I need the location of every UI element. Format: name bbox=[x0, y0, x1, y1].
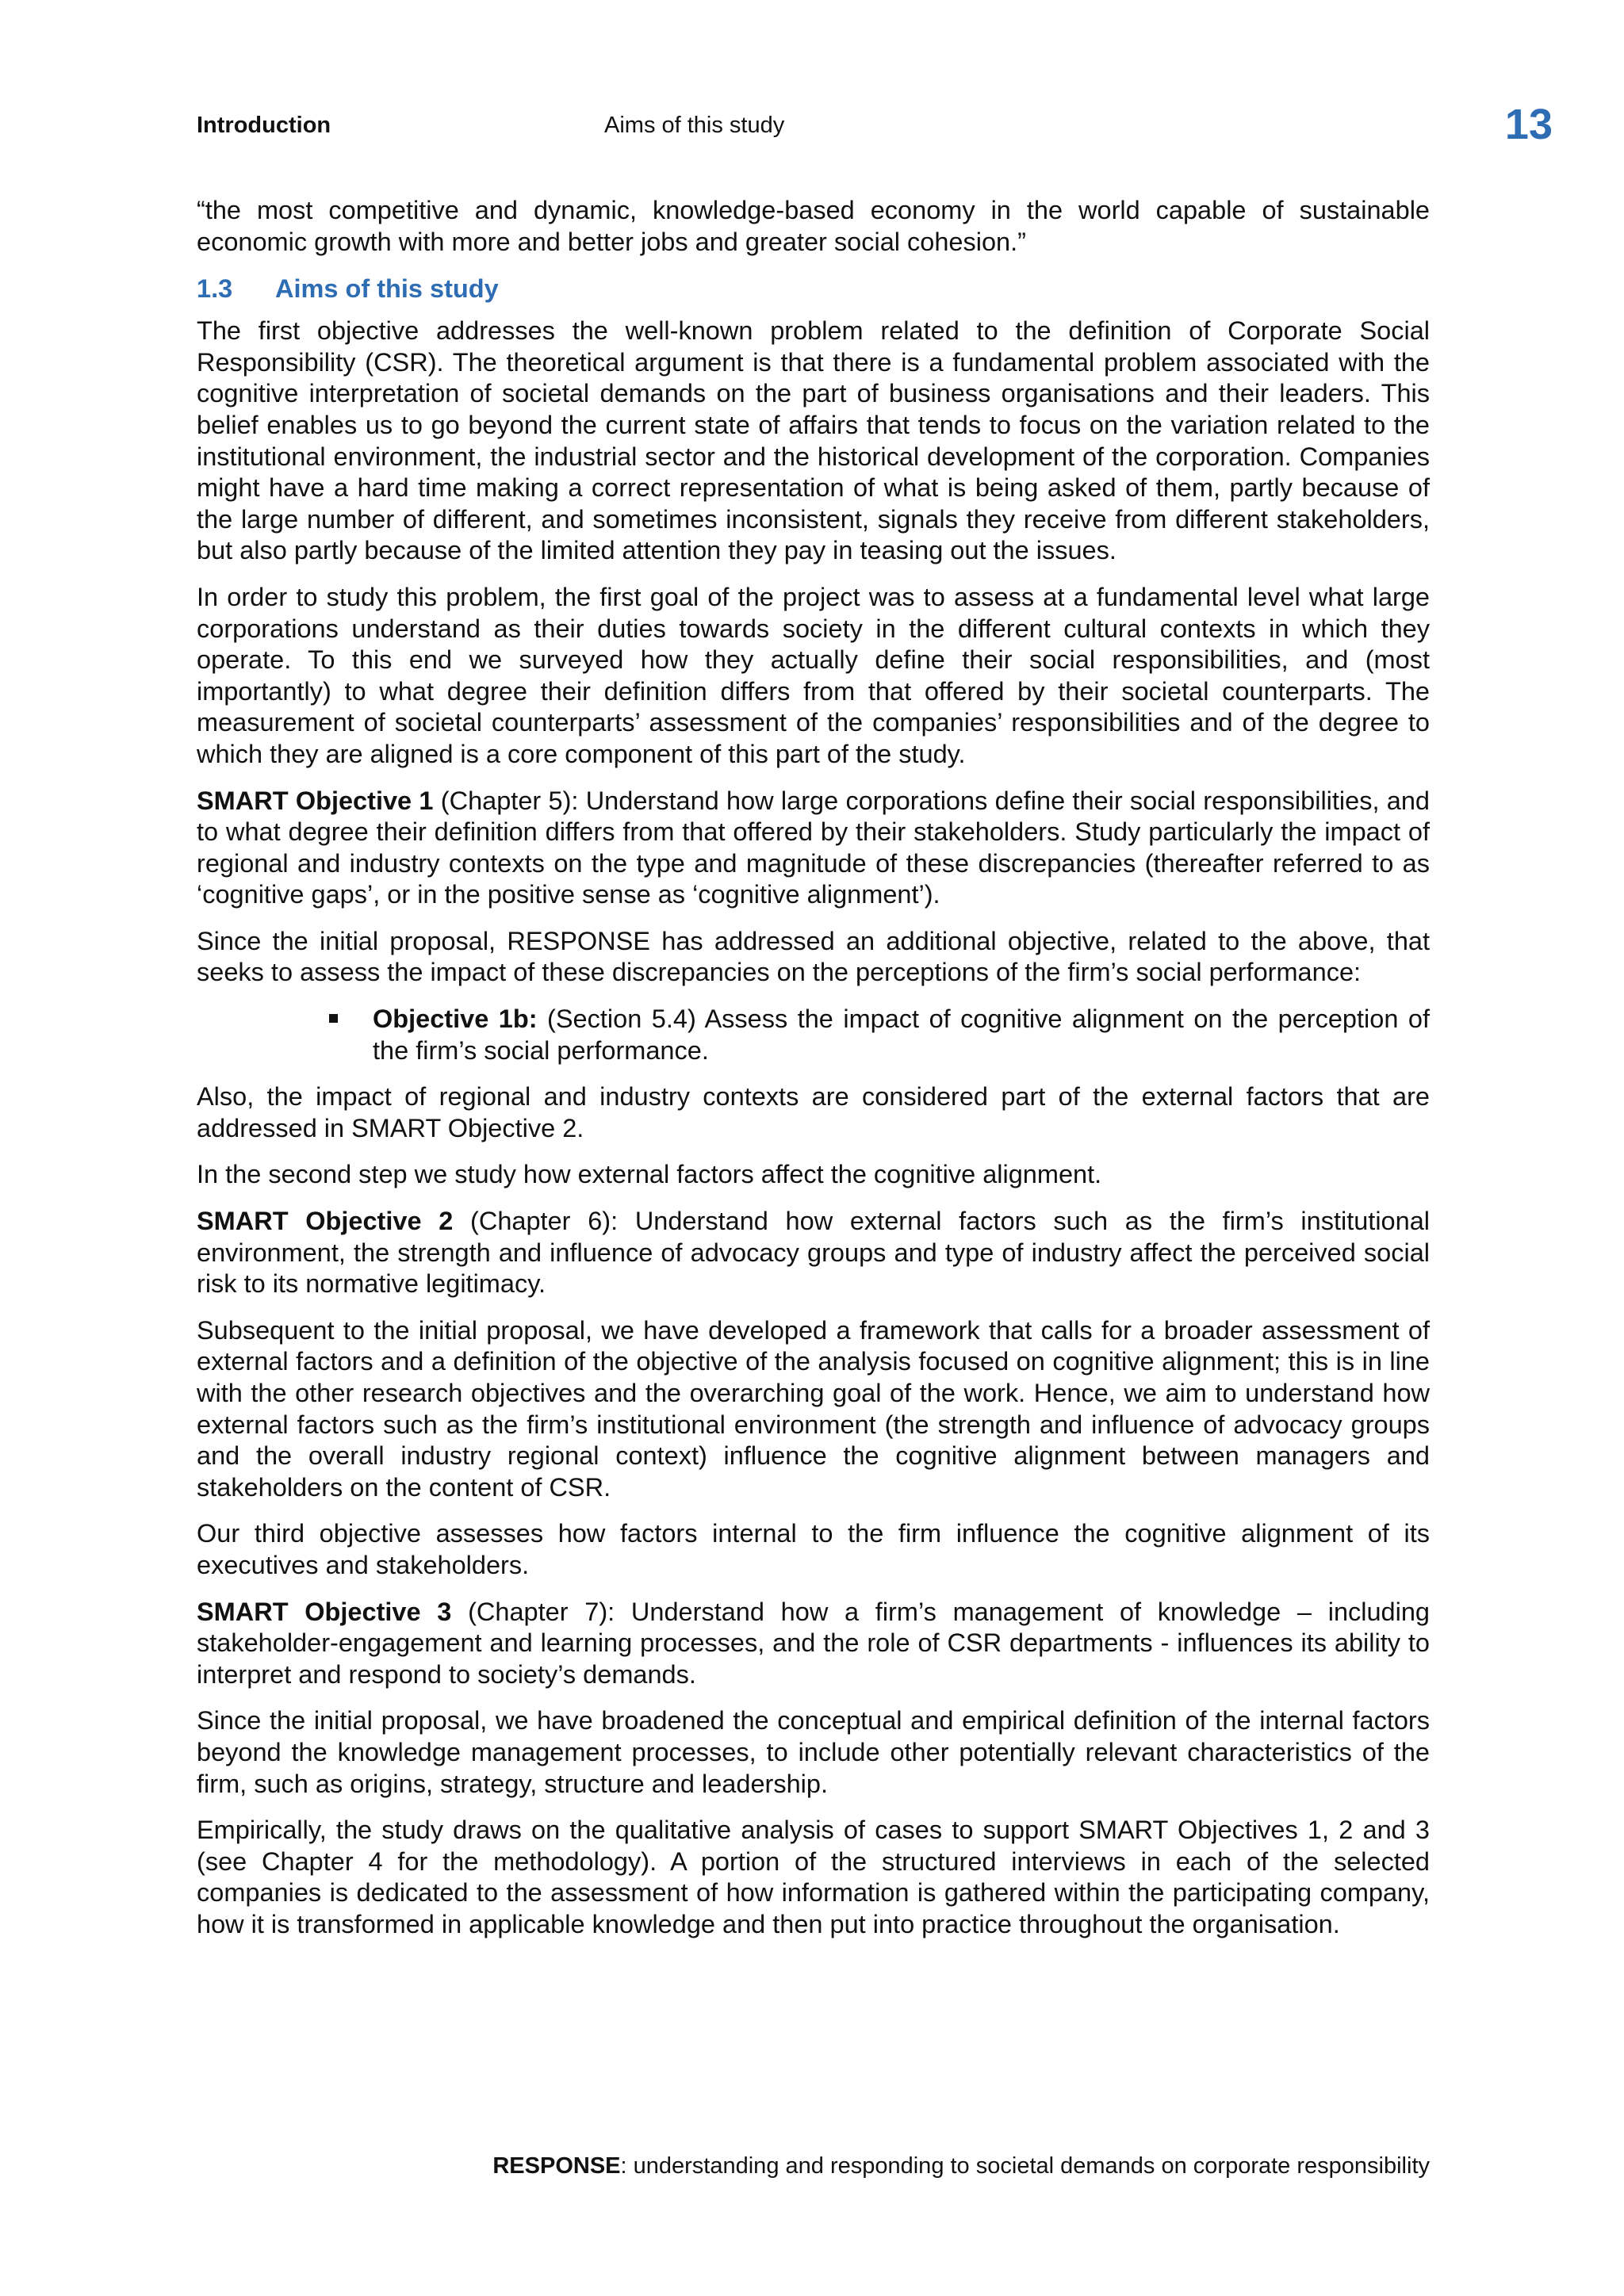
paragraph-internal-factors: Since the initial proposal, we have broadened the conceptual and empirical definition of the internal factors beyond the knowledge management processes, to include other potentially relevant characteristics of the firm, such as origins, strategy, structure and leadership. bbox=[197, 1706, 1430, 1798]
paragraph-regional-contexts: Also, the impact of regional and industry contexts are considered part of the external factors that are addressed in SMART Objective 2. bbox=[197, 1082, 1430, 1142]
paragraph-framework: Subsequent to the initial proposal, we have developed a framework that calls for a broader assessment of external factors and a definition of the objective of the analysis focused on cognitive alignment; this is in line with the other research objectives and the overarching goal of the work. Hence, we aim to understand how external factors such as the firm’s institutional environment (the strength and influence of advocacy groups and the overall industry regional context) influence the cognitive alignment between managers and stakeholders on the content of CSR. bbox=[197, 1315, 1430, 1502]
section-heading bbox=[197, 273, 1430, 304]
page-body bbox=[197, 195, 1430, 1956]
footer-project-name: RESPONSE bbox=[492, 2153, 621, 2179]
paragraph-first-objective: The first objective addresses the well-known problem related to the definition of Corporate Social Responsibility (CSR). The theoretical argument is that there is a fundamental problem associated with the cognitive interpretation of societal demands on the part of business organisations and their leaders. This belief enables us to go beyond the current state of affairs that tends to focus on the variation related to the institutional environment, the industrial sector and the historical development of the corporation. Companies might have a hard time making a correct representation of what is being asked of them, partly because of the large number of different, and sometimes inconsistent, signals they receive from different stakeholders, but also partly because of the limited attention they pay in teasing out the issues. bbox=[197, 316, 1430, 565]
section-number: 1.3 bbox=[197, 274, 233, 304]
paragraph-third-objective: Our third objective assesses how factors internal to the firm influence the cognitive alignment of its executives and stakeholders. bbox=[197, 1519, 1430, 1579]
smart-objective-2-label: SMART Objective 2 bbox=[197, 1207, 454, 1236]
smart-objective-1-label: SMART Objective 1 bbox=[197, 786, 434, 815]
quote-paragraph: “the most competitive and dynamic, knowledge-based economy in the world capable of sustainable economic growth with more and better jobs and greater social cohesion.” bbox=[197, 196, 1430, 256]
smart-objective-2-text: (Chapter 6): Understand how external factors such as the firm’s institutional environment, the strength and influence of advocacy groups and type of industry affect the perceived social risk to its normative legitimacy. bbox=[197, 1207, 1430, 1299]
paragraph-empirically: Empirically, the study draws on the qualitative analysis of cases to support SMART Objectives 1, 2 and 3 (see Chapter 4 for the methodology). A portion of the structured interviews in each of the selected companies is dedicated to the assessment of how information is gathered within the participating company, how it is transformed in applicable knowledge and then put into practice throughout the organisation. bbox=[197, 1816, 1430, 1938]
smart-objective-3 bbox=[197, 1597, 1430, 1691]
bullet-text: (Section 5.4) Assess the impact of cognitive alignment on the perception of the firm’s social performance. bbox=[373, 1004, 1430, 1065]
smart-objective-2 bbox=[197, 1206, 1430, 1300]
running-footer bbox=[197, 2153, 1430, 2179]
square-bullet-icon bbox=[329, 1014, 338, 1023]
section-title: Aims of this study bbox=[275, 274, 499, 304]
smart-objective-1-text: (Chapter 5): Understand how large corporations define their social responsibilities, and to what degree their definition differs from that offered by their stakeholders. Study particularly the impact of regional and industry contexts on the type and magnitude of these discrepancies (thereafter referred to as ‘cognitive gaps’, or in the positive sense as ‘cognitive alignment’). bbox=[197, 786, 1430, 909]
footer-tagline: : understanding and responding to societal demands on corporate responsibility bbox=[620, 2153, 1430, 2179]
header-section-title: Introduction bbox=[197, 113, 331, 138]
paragraph-additional-objective: Since the initial proposal, RESPONSE has addressed an additional objective, related to the above, that seeks to assess the impact of these discrepancies on the perceptions of the firm’s social performance: bbox=[197, 926, 1430, 987]
page-number: 13 bbox=[1504, 101, 1553, 148]
running-header bbox=[197, 101, 1553, 157]
paragraph-study-problem: In order to study this problem, the first goal of the project was to assess at a fundamental level what large corporations understand as their duties towards society in the different cultural contexts in which they operate. To this end we surveyed how they actually define their social responsibilities, and (most importantly) to what degree their definition differs from that offered by their societal counterparts. The measurement of societal counterparts’ assessment of the companies’ responsibilities and of the degree to which they are aligned is a core component of this part of the study. bbox=[197, 582, 1430, 768]
header-subsection-title: Aims of this study bbox=[604, 113, 785, 138]
smart-objective-3-text: (Chapter 7): Understand how a firm’s management of knowledge – including stakeholder-engagement and learning processes, and the role of CSR departments - influences its ability to interpret and respond to society’s demands. bbox=[197, 1597, 1431, 1689]
paragraph-second-step: In the second step we study how external factors affect the cognitive alignment. bbox=[197, 1160, 1102, 1189]
bullet-label: Objective 1b: bbox=[373, 1004, 538, 1034]
smart-objective-3-label: SMART Objective 3 bbox=[197, 1597, 452, 1626]
smart-objective-1 bbox=[197, 786, 1430, 911]
bullet-item-objective-1b bbox=[373, 1004, 1430, 1066]
